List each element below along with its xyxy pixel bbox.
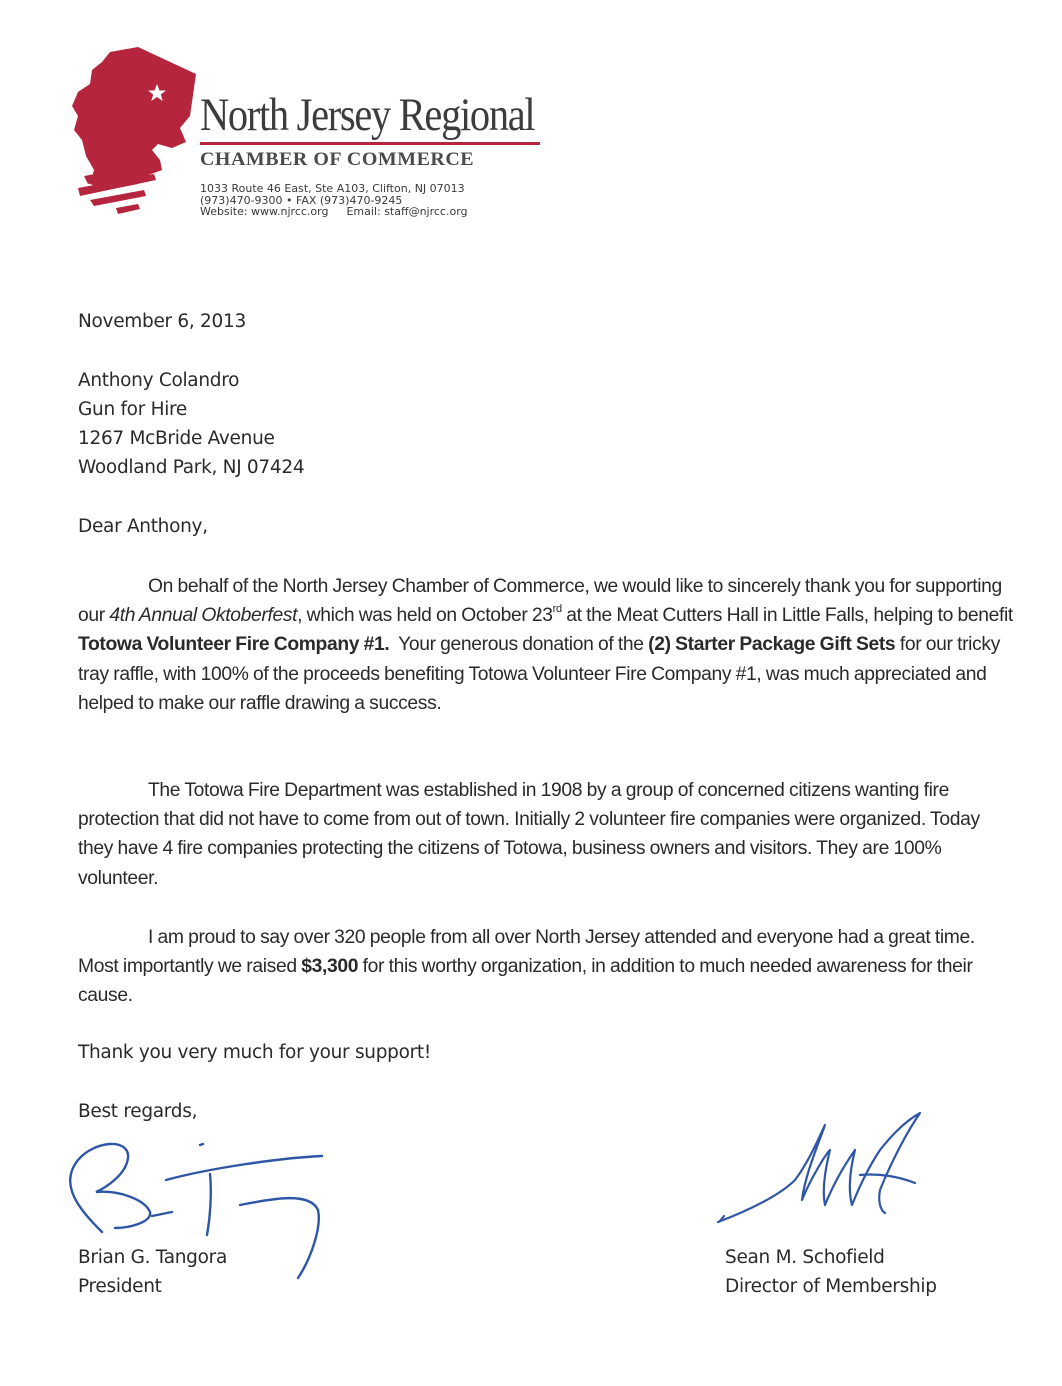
org-web-email (200, 206, 468, 218)
p1-text-3: at the Meat Cutters Hall in Little Falls, helping to benefit (561, 605, 1013, 627)
paragraph-thank-you (78, 572, 1018, 718)
paragraph-fire-department (78, 776, 1018, 893)
signatory-2-name: Sean M. Schofield (725, 1247, 885, 1268)
p1-text-2: , which was held on October 23 (297, 605, 553, 627)
thanks-line: Thank you very much for your support! (78, 1042, 431, 1063)
handwritten-signature-icon (60, 1130, 350, 1300)
recipient-street: 1267 McBride Avenue (78, 428, 275, 449)
letter-date: November 6, 2013 (78, 311, 246, 332)
handwritten-signature-icon (710, 1105, 950, 1230)
org-name: North Jersey Regional (200, 89, 535, 141)
ordinal-suffix: rd (552, 603, 562, 616)
event-name: 4th Annual Oktoberfest (109, 605, 298, 627)
p1-text-4: Your generous donation of the (389, 634, 649, 656)
beneficiary: Totowa Volunteer Fire Company #1. (78, 634, 390, 656)
p3-text-1: I am proud to say over 320 people from all over North Jersey attended and everyone had a great time. Most importantly we raised (78, 927, 984, 978)
org-phone: (973)470-9300 • FAX (973)470-9245 (200, 193, 403, 207)
org-address: 1033 Route 46 East, Ste A103, Clifton, NJ 07013 (200, 182, 465, 195)
greeting: Dear Anthony, (78, 516, 208, 537)
recipient-name: Anthony Colandro (78, 370, 240, 391)
org-contact (200, 183, 468, 218)
signatory-2-title: Director of Membership (725, 1276, 937, 1297)
org-website[interactable]: Website: www.njrcc.org (200, 205, 329, 218)
p1-text-5: for our tricky tray raffle, with 100% of the proceeds benefiting Totowa Volunteer Fire Company #1, was much appreciated and helped to make our raffle drawing a success. (78, 634, 1000, 714)
p2-text: The Totowa Fire Department was established in 1908 by a group of concerned citizens wanting fire protection that did not have to come from out of town. Initially 2 volunteer fire companies were organized. Today they have 4 fire companies protecting the citizens of Totowa, business owners and visitors. They are 100% volunteer. (78, 780, 980, 889)
p1-text-1: On behalf of the North Jersey Chamber of Commerce, we would like to sincerely thank you for supporting our (78, 576, 1002, 627)
org-name-underline (200, 142, 540, 145)
org-subtitle: CHAMBER OF COMMERCE (200, 149, 475, 170)
recipient-company: Gun for Hire (78, 399, 188, 420)
new-jersey-map-star-icon (68, 44, 208, 219)
donation: (2) Starter Package Gift Sets (648, 634, 896, 656)
signatory-1-name: Brian G. Tangora (78, 1247, 227, 1268)
recipient-city: Woodland Park, NJ 07424 (78, 457, 305, 478)
org-email[interactable]: Email: staff@njrcc.org (346, 205, 468, 218)
paragraph-attendance (78, 923, 1018, 1011)
amount-raised: $3,300 (301, 956, 359, 978)
signatory-1-title: President (78, 1276, 162, 1297)
closing: Best regards, (78, 1101, 198, 1122)
p3-text-2: for this worthy organization, in addition to much needed awareness for their cause. (78, 956, 973, 1007)
